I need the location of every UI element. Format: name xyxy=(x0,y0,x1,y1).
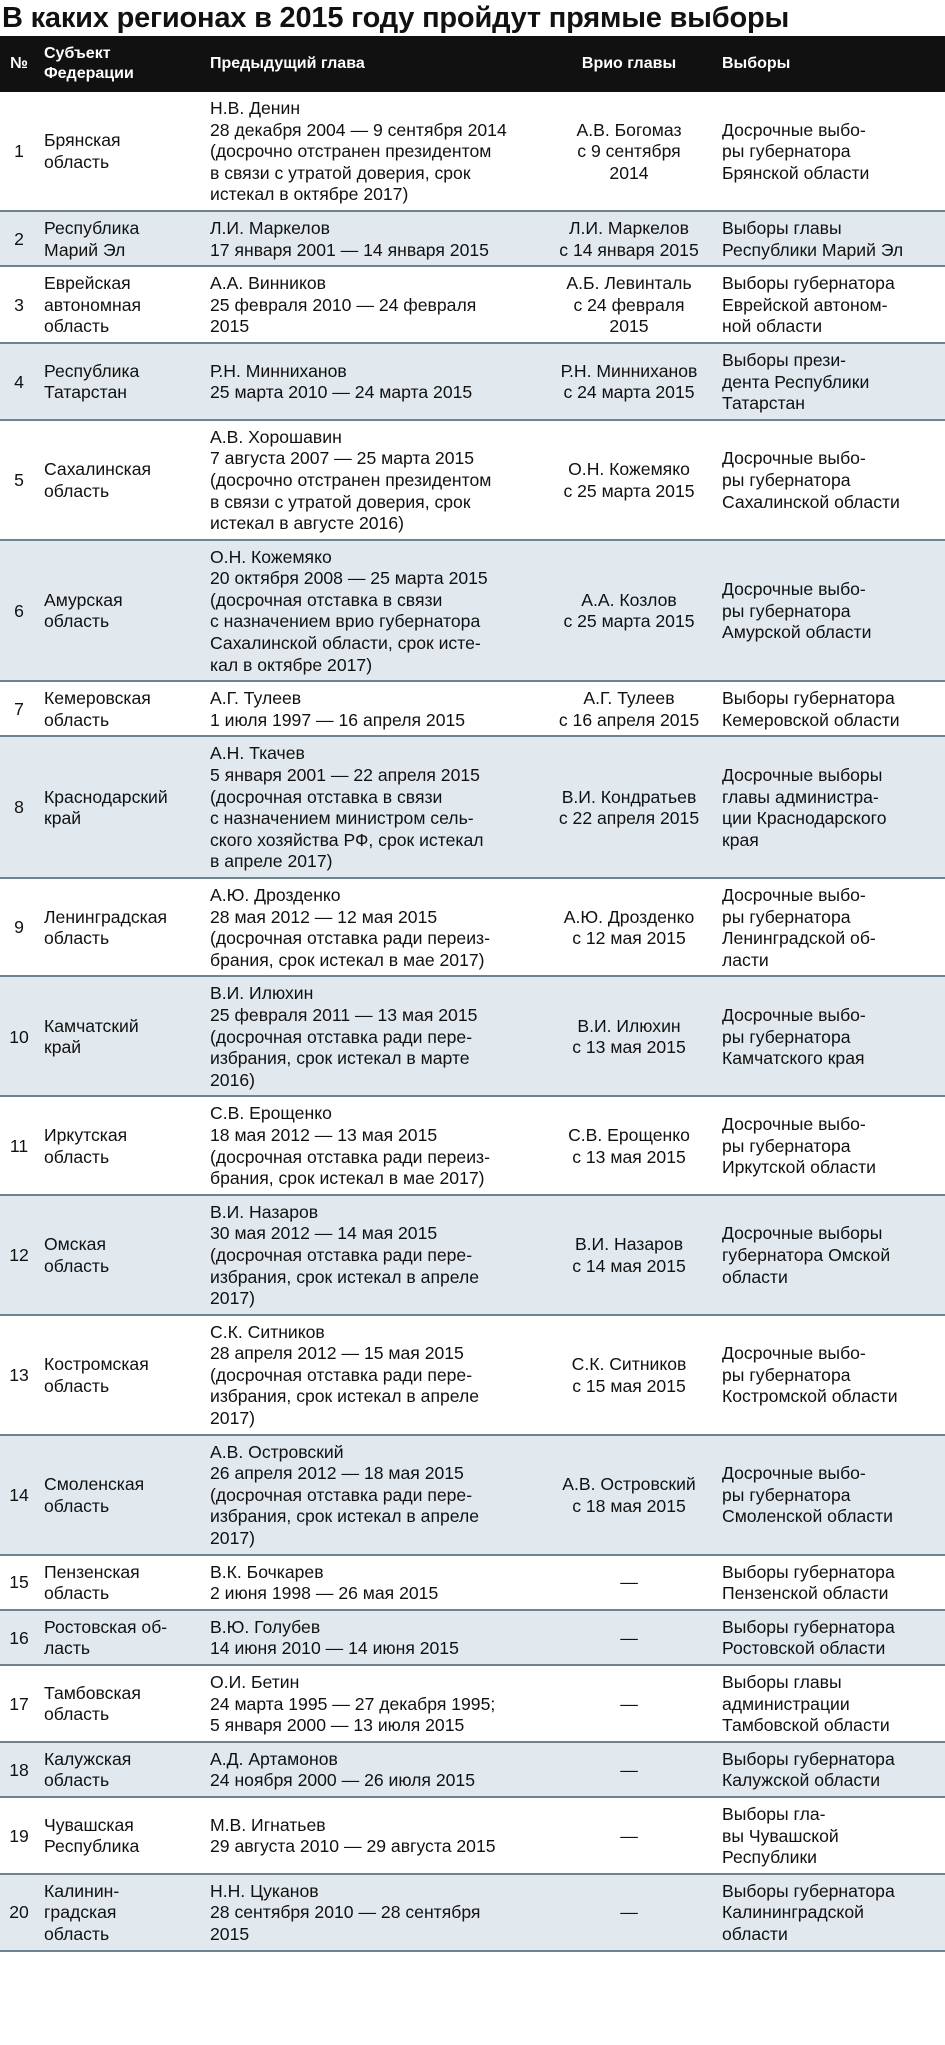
previous-head-cell xyxy=(204,420,542,540)
previous-head-detail: 28 декабря 2004 — 9 сентября 2014 xyxy=(210,119,507,140)
elections-cell xyxy=(716,1874,945,1951)
previous-head-detail: брания, срок истекал в мае 2017) xyxy=(210,949,485,970)
subject-cell xyxy=(38,1315,204,1435)
election-type: Досрочные выбо- ры губернатора Смоленской области xyxy=(722,1463,893,1527)
subject-cell xyxy=(38,92,204,211)
previous-head-name: О.Н. Кожемяко xyxy=(210,546,332,567)
previous-head-detail: 20 октября 2008 — 25 марта 2015 xyxy=(210,568,488,589)
previous-head-detail: 25 февраля 2011 — 13 мая 2015 xyxy=(210,1004,478,1025)
subject-name: Смоленская область xyxy=(44,1474,145,1516)
subject-cell xyxy=(38,1195,204,1315)
election-type: Выборы главы Республики Марий Эл xyxy=(722,217,904,260)
previous-head-cell xyxy=(204,1742,542,1797)
election-type: Досрочные выбо- ры губернатора Костромской области xyxy=(722,1343,898,1407)
previous-head-detail: (досрочная отставка в связи xyxy=(210,786,443,807)
previous-head-detail: 29 августа 2010 — 29 августа 2015 xyxy=(210,1836,496,1857)
previous-head-cell xyxy=(204,1665,542,1742)
table-row xyxy=(0,736,945,878)
subject-cell xyxy=(38,681,204,736)
row-number: 1 xyxy=(0,92,38,211)
previous-head-cell xyxy=(204,1797,542,1874)
previous-head-cell xyxy=(204,1874,542,1951)
acting-head-cell xyxy=(542,343,716,420)
subject-cell xyxy=(38,1797,204,1874)
previous-head-detail: 25 марта 2010 — 24 марта 2015 xyxy=(210,382,473,403)
previous-head-name: С.В. Ерощенко xyxy=(210,1103,332,1124)
elections-cell xyxy=(716,1096,945,1194)
election-type: Досрочные выбо- ры губернатора Амурской области xyxy=(722,579,872,643)
subject-cell xyxy=(38,420,204,540)
previous-head-detail: 5 января 2001 — 22 апреля 2015 xyxy=(210,765,480,786)
subject-name: Кемеровская область xyxy=(44,688,151,730)
previous-head-cell xyxy=(204,1195,542,1315)
previous-head-detail: (досрочная отставка ради пере- xyxy=(210,1244,473,1265)
subject-name: Чувашская Республика xyxy=(44,1814,140,1857)
previous-head-detail: избрания, срок истекал в апреле xyxy=(210,1386,480,1407)
previous-head-detail: 2015 xyxy=(210,1923,250,1944)
previous-head-detail: 14 июня 2010 — 14 июня 2015 xyxy=(210,1638,459,1659)
row-number: 13 xyxy=(0,1315,38,1435)
acting-head-cell xyxy=(542,1610,716,1665)
row-number: 15 xyxy=(0,1555,38,1610)
previous-head-detail: 24 ноября 2000 — 26 июля 2015 xyxy=(210,1770,475,1791)
previous-head-name: Н.В. Денин xyxy=(210,98,301,118)
header-subject-line2: Федерации xyxy=(44,65,134,82)
acting-head-cell xyxy=(542,736,716,878)
subject-cell xyxy=(38,343,204,420)
election-type: Досрочные выборы главы администра- ции Краснодарского края xyxy=(722,765,887,850)
subject-cell xyxy=(38,736,204,878)
previous-head-name: А.Ю. Дрозденко xyxy=(210,885,341,905)
row-number: 20 xyxy=(0,1874,38,1951)
previous-head-detail: 18 мая 2012 — 13 мая 2015 xyxy=(210,1124,438,1145)
acting-head-cell xyxy=(542,878,716,976)
previous-head-cell xyxy=(204,1555,542,1610)
previous-head-name: А.Н. Ткачев xyxy=(210,743,305,764)
subject-cell xyxy=(38,878,204,976)
acting-head: В.И. Илюхин с 13 мая 2015 xyxy=(572,1015,686,1058)
previous-head-detail: (досрочная отставка ради пере- xyxy=(210,1484,473,1505)
subject-name: Краснодарский край xyxy=(44,786,168,829)
previous-head-detail: брания, срок истекал в мае 2017) xyxy=(210,1168,485,1189)
subject-name: Тамбовская область xyxy=(44,1682,141,1725)
table-row xyxy=(0,540,945,682)
acting-head-cell xyxy=(542,681,716,736)
election-type: Досрочные выбо- ры губернатора Сахалинской области xyxy=(722,448,900,512)
elections-cell xyxy=(716,1555,945,1610)
previous-head-detail: 25 февраля 2010 — 24 февраля xyxy=(210,294,477,315)
acting-head-cell xyxy=(542,1797,716,1874)
previous-head-detail: избрания, срок истекал в апреле xyxy=(210,1506,480,1527)
row-number: 16 xyxy=(0,1610,38,1665)
previous-head-detail: 2016) xyxy=(210,1069,255,1090)
acting-head-cell xyxy=(542,1195,716,1315)
header-acting-head: Врио главы xyxy=(581,55,677,72)
row-number: 5 xyxy=(0,420,38,540)
previous-head-cell xyxy=(204,878,542,976)
row-number: 12 xyxy=(0,1195,38,1315)
subject-name: Калинин- градская область xyxy=(44,1880,120,1944)
previous-head-cell xyxy=(204,211,542,266)
election-type: Выборы прези- дента Республики Татарстан xyxy=(722,349,870,414)
previous-head-name: С.К. Ситников xyxy=(210,1321,325,1342)
row-number: 4 xyxy=(0,343,38,420)
table-row xyxy=(0,1665,945,1742)
previous-head-detail: (досрочно отстранен президентом xyxy=(210,141,492,162)
previous-head-name: В.К. Бочкарев xyxy=(210,1561,324,1582)
elections-cell xyxy=(716,92,945,211)
elections-cell xyxy=(716,1797,945,1874)
elections-cell xyxy=(716,1742,945,1797)
acting-head-cell xyxy=(542,1742,716,1797)
previous-head-detail: истекал в августе 2016) xyxy=(210,513,405,534)
table-row xyxy=(0,878,945,976)
previous-head-detail: 26 апреля 2012 — 18 мая 2015 xyxy=(210,1463,464,1484)
election-type: Выборы главы администрации Тамбовской области xyxy=(722,1672,890,1736)
header-number: № xyxy=(10,55,28,72)
election-type: Досрочные выборы губернатора Омской области xyxy=(722,1223,891,1287)
header-previous-head: Предыдущий глава xyxy=(210,55,365,72)
row-number: 14 xyxy=(0,1435,38,1555)
acting-head: А.Ю. Дрозденко с 12 мая 2015 xyxy=(563,906,695,949)
previous-head-detail: с назначением врио губернатора xyxy=(210,611,481,632)
previous-head-detail: 28 сентября 2010 — 28 сентября xyxy=(210,1902,481,1923)
previous-head-detail: (досрочная отставка ради пере- xyxy=(210,1364,473,1385)
previous-head-name: В.И. Назаров xyxy=(210,1201,319,1222)
previous-head-detail: 24 марта 1995 — 27 декабря 1995; xyxy=(210,1693,496,1714)
header-subject-line1: Субъект xyxy=(44,45,111,62)
acting-head: — xyxy=(620,1693,638,1714)
previous-head-name: О.И. Бетин xyxy=(210,1672,300,1692)
table-row xyxy=(0,1315,945,1435)
elections-cell xyxy=(716,878,945,976)
previous-head-cell xyxy=(204,540,542,682)
previous-head-name: М.В. Игнатьев xyxy=(210,1814,326,1835)
table-row xyxy=(0,1555,945,1610)
subject-name: Пензенская область xyxy=(44,1561,140,1604)
subject-cell xyxy=(38,1874,204,1951)
previous-head-detail: 7 августа 2007 — 25 марта 2015 xyxy=(210,448,475,469)
previous-head-detail: 2015 xyxy=(210,316,250,337)
table-row xyxy=(0,1195,945,1315)
election-type: Выборы губернатора Кемеровской области xyxy=(722,688,900,730)
election-type: Выборы губернатора Еврейской автоном- ной области xyxy=(722,273,895,337)
previous-head-detail: в связи с утратой доверия, срок xyxy=(210,491,471,512)
previous-head-name: А.Г. Тулеев xyxy=(210,688,302,709)
previous-head-cell xyxy=(204,92,542,211)
table-row xyxy=(0,681,945,736)
previous-head-detail: (досрочная отставка ради переиз- xyxy=(210,928,490,949)
elections-cell xyxy=(716,1665,945,1742)
acting-head-cell xyxy=(542,1665,716,1742)
acting-head: В.И. Кондратьев с 22 апреля 2015 xyxy=(558,786,700,829)
previous-head-detail: в связи с утратой доверия, срок xyxy=(210,162,471,183)
table-row xyxy=(0,92,945,211)
acting-head: А.А. Козлов с 25 марта 2015 xyxy=(563,589,695,632)
previous-head-detail: ского хозяйства РФ, срок истекал xyxy=(210,829,484,850)
acting-head-cell xyxy=(542,1435,716,1555)
table-row xyxy=(0,420,945,540)
subject-cell xyxy=(38,540,204,682)
previous-head-detail: 2017) xyxy=(210,1288,255,1309)
acting-head: А.Б. Левинталь с 24 февраля 2015 xyxy=(566,273,692,337)
subject-name: Республика Марий Эл xyxy=(44,217,140,260)
elections-cell xyxy=(716,420,945,540)
election-type: Выборы губернатора Калужской области xyxy=(722,1748,895,1791)
previous-head-cell xyxy=(204,1096,542,1194)
elections-cell xyxy=(716,1435,945,1555)
election-type: Выборы губернатора Пензенской области xyxy=(722,1561,895,1604)
subject-name: Иркутская область xyxy=(44,1124,128,1167)
subject-name: Ростовская об- ласть xyxy=(44,1616,168,1659)
previous-head-detail: избрания, срок истекал в марте xyxy=(210,1048,470,1069)
header-subject xyxy=(38,36,204,92)
subject-name: Амурская область xyxy=(44,589,123,632)
table-row xyxy=(0,1610,945,1665)
elections-cell xyxy=(716,1195,945,1315)
previous-head-detail: 30 мая 2012 — 14 мая 2015 xyxy=(210,1223,438,1244)
subject-name: Ленинградская область xyxy=(44,906,168,949)
elections-cell xyxy=(716,540,945,682)
previous-head-detail: (досрочная отставка ради пере- xyxy=(210,1026,473,1047)
election-type: Выборы губернатора Ростовской области xyxy=(722,1616,895,1659)
table-row xyxy=(0,1435,945,1555)
subject-name: Сахалинская область xyxy=(44,459,152,501)
subject-cell xyxy=(38,1665,204,1742)
subject-cell xyxy=(38,1435,204,1555)
previous-head-name: В.Ю. Голубев xyxy=(210,1616,321,1637)
previous-head-detail: 28 апреля 2012 — 15 мая 2015 xyxy=(210,1343,464,1364)
previous-head-name: Р.Н. Минниханов xyxy=(210,360,347,381)
subject-name: Республика Татарстан xyxy=(44,360,140,403)
table-row xyxy=(0,1874,945,1951)
election-type: Досрочные выбо- ры губернатора Камчатского края xyxy=(722,1004,866,1069)
row-number: 8 xyxy=(0,736,38,878)
acting-head-cell xyxy=(542,540,716,682)
election-type: Выборы губернатора Калининградской области xyxy=(722,1880,895,1944)
subject-cell xyxy=(38,976,204,1096)
elections-cell xyxy=(716,736,945,878)
acting-head: В.И. Назаров с 14 мая 2015 xyxy=(572,1234,686,1276)
subject-name: Еврейская автономная область xyxy=(44,273,142,337)
acting-head-cell xyxy=(542,1315,716,1435)
previous-head-name: Н.Н. Цуканов xyxy=(210,1880,319,1901)
elections-cell xyxy=(716,266,945,343)
subject-name: Брянская область xyxy=(44,130,121,172)
subject-name: Костромская область xyxy=(44,1354,149,1396)
subject-name: Калужская область xyxy=(44,1748,132,1791)
elections-cell xyxy=(716,681,945,736)
row-number: 17 xyxy=(0,1665,38,1742)
subject-cell xyxy=(38,211,204,266)
acting-head-cell xyxy=(542,420,716,540)
table-row xyxy=(0,343,945,420)
row-number: 2 xyxy=(0,211,38,266)
previous-head-detail: 2017) xyxy=(210,1528,255,1549)
previous-head-cell xyxy=(204,1315,542,1435)
acting-head: С.К. Ситников с 15 мая 2015 xyxy=(571,1354,687,1396)
acting-head: С.В. Ерощенко с 13 мая 2015 xyxy=(568,1124,690,1167)
page-title: В каких регионах в 2015 году пройдут прямые выборы xyxy=(2,2,790,34)
previous-head-name: А.А. Винников xyxy=(210,273,326,294)
previous-head-cell xyxy=(204,736,542,878)
previous-head-cell xyxy=(204,1610,542,1665)
election-type: Досрочные выбо- ры губернатора Иркутской области xyxy=(722,1114,876,1178)
acting-head-cell xyxy=(542,976,716,1096)
previous-head-cell xyxy=(204,266,542,343)
previous-head-detail: Сахалинской области, срок исте- xyxy=(210,633,481,654)
previous-head-cell xyxy=(204,681,542,736)
previous-head-detail: избрания, срок истекал в апреле xyxy=(210,1266,480,1287)
acting-head-cell xyxy=(542,1874,716,1951)
election-type: Досрочные выбо- ры губернатора Ленинградской об- ласти xyxy=(722,885,876,970)
previous-head-detail: кал в октябре 2017) xyxy=(210,654,373,675)
table-row xyxy=(0,1797,945,1874)
subject-cell xyxy=(38,266,204,343)
row-number: 11 xyxy=(0,1096,38,1194)
elections-cell xyxy=(716,343,945,420)
previous-head-detail: 1 июля 1997 — 16 апреля 2015 xyxy=(210,709,466,730)
previous-head-cell xyxy=(204,1435,542,1555)
row-number: 9 xyxy=(0,878,38,976)
election-type: Досрочные выбо- ры губернатора Брянской области xyxy=(722,119,870,183)
table-row xyxy=(0,1742,945,1797)
elections-cell xyxy=(716,976,945,1096)
row-number: 7 xyxy=(0,681,38,736)
elections-cell xyxy=(716,1610,945,1665)
subject-cell xyxy=(38,1610,204,1665)
table-body xyxy=(0,92,945,1951)
previous-head-detail: (досрочная отставка ради переиз- xyxy=(210,1146,490,1167)
previous-head-name: А.Д. Артамонов xyxy=(210,1748,338,1769)
acting-head: — xyxy=(620,1825,638,1846)
election-type: Выборы гла- вы Чувашской Республики xyxy=(722,1803,839,1868)
table-row xyxy=(0,1096,945,1194)
acting-head: — xyxy=(620,1572,638,1593)
previous-head-cell xyxy=(204,343,542,420)
previous-head-name: А.В. Островский xyxy=(210,1441,344,1462)
subject-name: Омская область xyxy=(44,1234,110,1276)
acting-head-cell xyxy=(542,266,716,343)
row-number: 6 xyxy=(0,540,38,682)
acting-head: А.В. Богомаз с 9 сентября 2014 xyxy=(576,119,682,183)
previous-head-name: Л.И. Маркелов xyxy=(210,217,330,238)
elections-table xyxy=(0,36,945,1952)
table-row xyxy=(0,266,945,343)
previous-head-cell xyxy=(204,976,542,1096)
previous-head-detail: с назначением министром сель- xyxy=(210,808,474,829)
acting-head-cell xyxy=(542,1555,716,1610)
elections-cell xyxy=(716,211,945,266)
table-header xyxy=(0,36,945,92)
subject-name: Камчатский край xyxy=(44,1015,139,1058)
previous-head-detail: в апреле 2017) xyxy=(210,851,333,872)
previous-head-detail: 2 июня 1998 — 26 мая 2015 xyxy=(210,1583,439,1604)
row-number: 10 xyxy=(0,976,38,1096)
previous-head-detail: 2017) xyxy=(210,1408,255,1429)
previous-head-detail: 17 января 2001 — 14 января 2015 xyxy=(210,239,489,260)
row-number: 3 xyxy=(0,266,38,343)
acting-head: О.Н. Кожемяко с 25 марта 2015 xyxy=(563,459,695,501)
subject-cell xyxy=(38,1742,204,1797)
acting-head: — xyxy=(620,1627,638,1648)
table-row xyxy=(0,211,945,266)
row-number: 19 xyxy=(0,1797,38,1874)
previous-head-detail: истекал в октябре 2017) xyxy=(210,184,409,205)
acting-head: — xyxy=(620,1759,638,1780)
acting-head: А.Г. Тулеев с 16 апреля 2015 xyxy=(558,688,700,730)
elections-cell xyxy=(716,1315,945,1435)
acting-head-cell xyxy=(542,1096,716,1194)
previous-head-name: В.И. Илюхин xyxy=(210,983,314,1004)
acting-head: — xyxy=(620,1902,638,1923)
previous-head-detail: 28 мая 2012 — 12 мая 2015 xyxy=(210,906,438,927)
acting-head: Р.Н. Минниханов с 24 марта 2015 xyxy=(560,360,698,403)
header-elections: Выборы xyxy=(722,55,791,72)
subject-cell xyxy=(38,1096,204,1194)
acting-head: А.В. Островский с 18 мая 2015 xyxy=(562,1474,696,1516)
acting-head: Л.И. Маркелов с 14 января 2015 xyxy=(559,217,699,260)
acting-head-cell xyxy=(542,92,716,211)
acting-head-cell xyxy=(542,211,716,266)
previous-head-detail: 5 января 2000 — 13 июля 2015 xyxy=(210,1715,465,1736)
row-number: 18 xyxy=(0,1742,38,1797)
previous-head-detail: (досрочная отставка в связи xyxy=(210,589,443,610)
previous-head-name: А.В. Хорошавин xyxy=(210,426,342,447)
table-row xyxy=(0,976,945,1096)
previous-head-detail: (досрочно отстранен президентом xyxy=(210,469,492,490)
subject-cell xyxy=(38,1555,204,1610)
